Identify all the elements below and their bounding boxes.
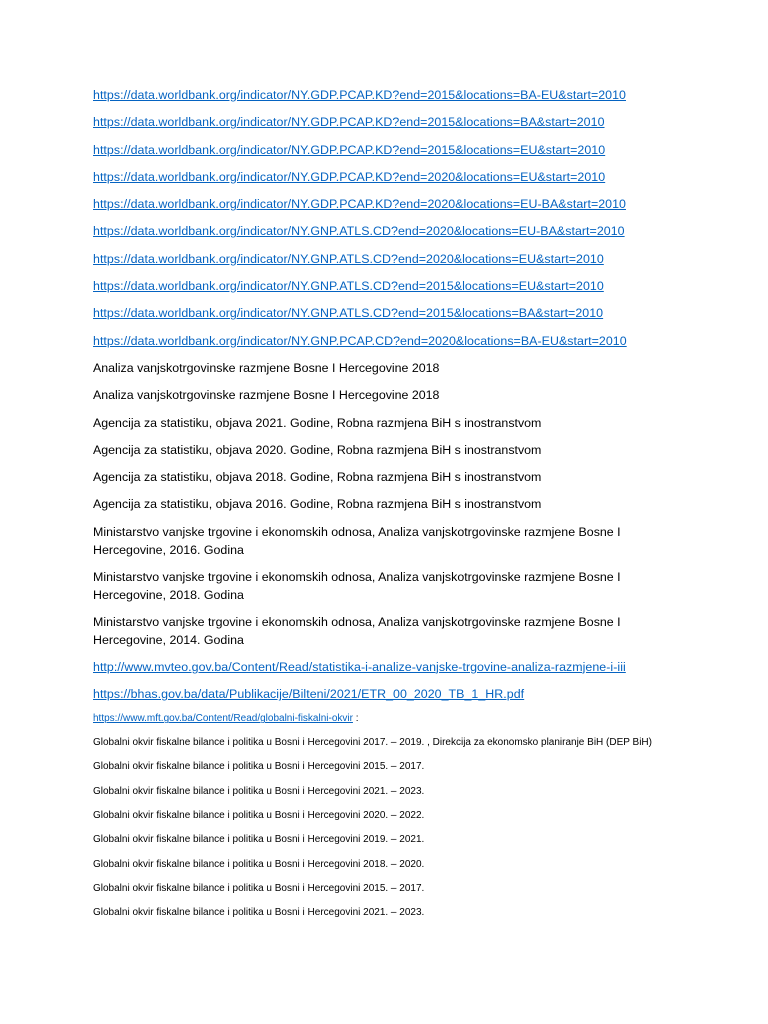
mft-link[interactable]: https://www.mft.gov.ba/Content/Read/globalni-fiskalni-okvir	[93, 713, 353, 725]
worldbank-link[interactable]: https://data.worldbank.org/indicator/NY.GDP.PCAP.KD?end=2015&locations=BA-EU&start=2010	[93, 88, 626, 102]
fiscal-framework-item: Globalni okvir fiskalne bilance i politika u Bosni i Hercegovini 2017. – 2019. , Direkcija za ekonomsko planiranje BiH (DEP BiH)	[93, 737, 652, 749]
fiscal-framework-item: Globalni okvir fiskalne bilance i politika u Bosni i Hercegovini 2019. – 2021.	[93, 834, 425, 846]
mvteo-link[interactable]: http://www.mvteo.gov.ba/Content/Read/statistika-i-analize-vanjske-trgovine-analiza-razmjene-i-iii	[93, 659, 626, 674]
mft-link-row	[93, 712, 673, 726]
worldbank-link[interactable]: https://data.worldbank.org/indicator/NY.GNP.PCAP.CD?end=2020&locations=BA-EU&start=2010	[93, 333, 627, 348]
fiscal-framework-item: Globalni okvir fiskalne bilance i politika u Bosni i Hercegovini 2018. – 2020.	[93, 858, 425, 870]
fiscal-framework-item: Globalni okvir fiskalne bilance i politika u Bosni i Hercegovini 2021. – 2023.	[93, 785, 425, 797]
worldbank-link[interactable]: https://data.worldbank.org/indicator/NY.GNP.ATLS.CD?end=2015&locations=EU&start=2010	[93, 279, 604, 294]
worldbank-link[interactable]: https://data.worldbank.org/indicator/NY.GDP.PCAP.KD?end=2015&locations=BA&start=2010	[93, 115, 605, 130]
worldbank-link[interactable]: https://data.worldbank.org/indicator/NY.GNP.ATLS.CD?end=2020&locations=EU-BA&start=2010	[93, 224, 625, 239]
reference-item: Agencija za statistiku, objava 2021. Godine, Robna razmjena BiH s inostranstvom	[93, 415, 542, 430]
reference-item-multiline: Ministarstvo vanjske trgovine i ekonomskih odnosa, Analiza vanjskotrgovinske razmjene Bosne I Hercegovine, 2014. Godina	[93, 614, 621, 647]
reference-item: Analiza vanjskotrgovinske razmjene Bosne I Hercegovine 2018	[93, 360, 440, 375]
worldbank-link[interactable]: https://data.worldbank.org/indicator/NY.GDP.PCAP.KD?end=2015&locations=EU&start=2010	[93, 142, 606, 157]
worldbank-link[interactable]: https://data.worldbank.org/indicator/NY.GNP.ATLS.CD?end=2015&locations=BA&start=2010	[93, 306, 604, 321]
reference-item: Agencija za statistiku, objava 2020. Godine, Robna razmjena BiH s inostranstvom	[93, 442, 542, 457]
worldbank-link[interactable]: https://data.worldbank.org/indicator/NY.GDP.PCAP.KD?end=2020&locations=EU&start=2010	[93, 169, 606, 184]
reference-item-multiline: Ministarstvo vanjske trgovine i ekonomskih odnosa, Analiza vanjskotrgovinske razmjene Bosne I Hercegovine, 2018. Godina	[93, 569, 621, 602]
fiscal-framework-item: Globalni okvir fiskalne bilance i politika u Bosni i Hercegovini 2015. – 2017.	[93, 761, 425, 773]
fiscal-framework-item: Globalni okvir fiskalne bilance i politika u Bosni i Hercegovini 2020. – 2022.	[93, 809, 425, 821]
bhas-link[interactable]: https://bhas.gov.ba/data/Publikacije/Bilteni/2021/ETR_00_2020_TB_1_HR.pdf	[93, 687, 525, 702]
mft-link-suffix: :	[352, 713, 359, 725]
worldbank-link[interactable]: https://data.worldbank.org/indicator/NY.GNP.ATLS.CD?end=2020&locations=EU&start=2010	[93, 251, 604, 266]
reference-item: Agencija za statistiku, objava 2018. Godine, Robna razmjena BiH s inostranstvom	[93, 470, 542, 485]
reference-item: Analiza vanjskotrgovinske razmjene Bosne I Hercegovine 2018	[93, 388, 440, 403]
fiscal-framework-item: Globalni okvir fiskalne bilance i politika u Bosni i Hercegovini 2015. – 2017.	[93, 882, 425, 894]
worldbank-link[interactable]: https://data.worldbank.org/indicator/NY.GDP.PCAP.KD?end=2020&locations=EU-BA&start=2010	[93, 197, 626, 212]
fiscal-framework-item: Globalni okvir fiskalne bilance i politika u Bosni i Hercegovini 2021. – 2023.	[93, 907, 425, 919]
reference-list	[93, 86, 673, 930]
reference-item-multiline: Ministarstvo vanjske trgovine i ekonomskih odnosa, Analiza vanjskotrgovinske razmjene Bosne I Hercegovine, 2016. Godina	[93, 524, 621, 557]
reference-item: Agencija za statistiku, objava 2016. Godine, Robna razmjena BiH s inostranstvom	[93, 497, 542, 512]
